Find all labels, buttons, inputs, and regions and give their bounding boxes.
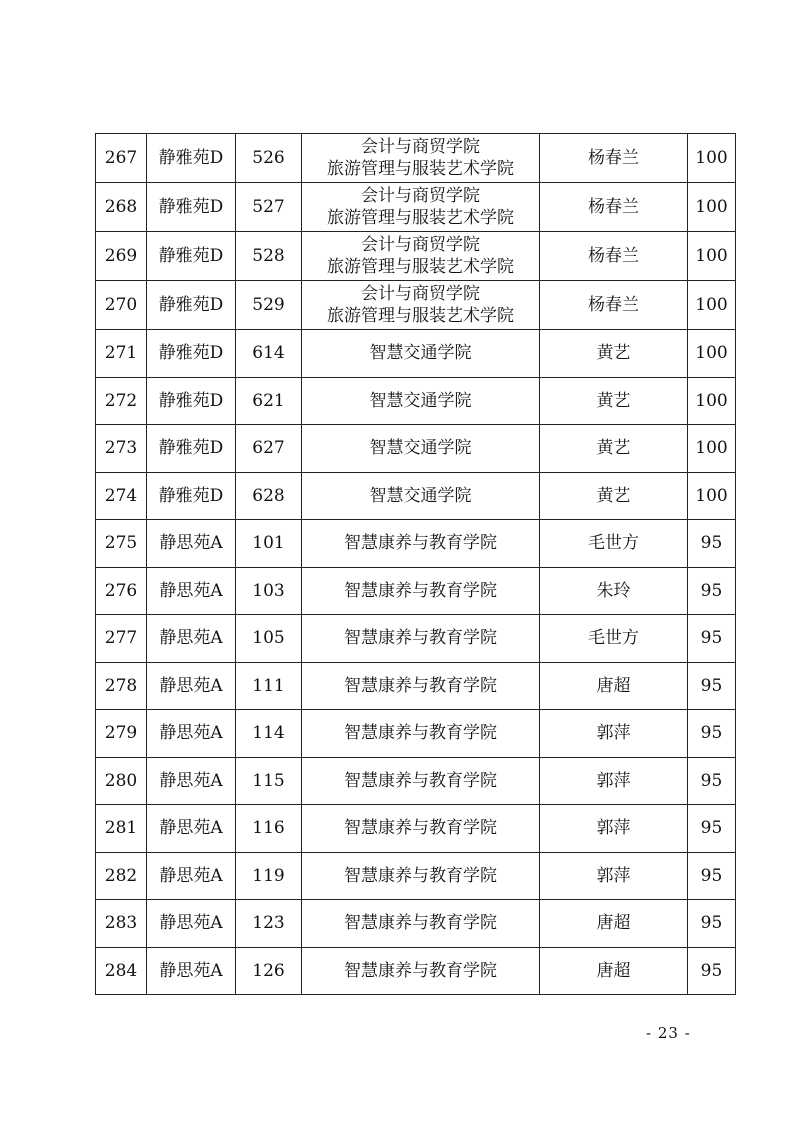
college-cell [302,852,540,900]
college-name: 智慧康养与教育学院 [344,865,497,886]
score-cell: 100 [688,281,736,330]
teacher-cell: 杨春兰 [540,281,688,330]
teacher-cell: 郭萍 [540,852,688,900]
teacher-cell: 唐超 [540,662,688,710]
row-number-cell: 272 [96,377,147,425]
table-row [96,520,736,568]
row-number-cell: 283 [96,900,147,948]
score-cell: 95 [688,757,736,805]
college-name: 智慧康养与教育学院 [344,675,497,696]
room-number-cell: 105 [236,615,302,663]
table-body [96,134,736,995]
college-name: 智慧康养与教育学院 [344,580,497,601]
table-row [96,615,736,663]
college-name: 智慧交通学院 [369,438,472,459]
college-cell [302,662,540,710]
score-cell: 95 [688,567,736,615]
score-cell: 100 [688,183,736,232]
table-row [96,232,736,281]
college-name: 会计与商贸学院 [361,284,480,304]
row-number-cell: 279 [96,710,147,758]
teacher-cell: 朱玲 [540,567,688,615]
table-row [96,567,736,615]
room-number-cell: 123 [236,900,302,948]
room-number-cell: 529 [236,281,302,330]
college-cell [302,330,540,378]
building-cell: 静雅苑D [147,425,236,473]
row-number-cell: 275 [96,520,147,568]
building-cell: 静思苑A [147,900,236,948]
table-row [96,662,736,710]
college-name: 旅游管理与服装艺术学院 [327,208,514,228]
college-cell [302,520,540,568]
building-cell: 静思苑A [147,520,236,568]
score-cell: 100 [688,134,736,183]
teacher-cell: 杨春兰 [540,232,688,281]
row-number-cell: 271 [96,330,147,378]
teacher-cell: 郭萍 [540,805,688,853]
building-cell: 静雅苑D [147,281,236,330]
college-cell [302,710,540,758]
row-number-cell: 268 [96,183,147,232]
room-number-cell: 527 [236,183,302,232]
college-name: 会计与商贸学院 [361,235,480,255]
score-cell: 95 [688,615,736,663]
table-row [96,377,736,425]
room-number-cell: 621 [236,377,302,425]
table-row [96,710,736,758]
row-number-cell: 278 [96,662,147,710]
room-number-cell: 126 [236,947,302,995]
row-number-cell: 282 [96,852,147,900]
building-cell: 静思苑A [147,710,236,758]
building-cell: 静雅苑D [147,330,236,378]
score-cell: 100 [688,425,736,473]
building-cell: 静思苑A [147,947,236,995]
college-cell [302,947,540,995]
score-cell: 95 [688,852,736,900]
room-number-cell: 528 [236,232,302,281]
building-cell: 静雅苑D [147,183,236,232]
score-cell: 100 [688,377,736,425]
row-number-cell: 274 [96,472,147,520]
score-cell: 100 [688,330,736,378]
teacher-cell: 毛世方 [540,520,688,568]
room-number-cell: 526 [236,134,302,183]
college-cell [302,425,540,473]
teacher-cell: 唐超 [540,900,688,948]
building-cell: 静雅苑D [147,472,236,520]
building-cell: 静思苑A [147,852,236,900]
table-row [96,472,736,520]
table-row [96,425,736,473]
college-cell [302,281,540,330]
college-name: 智慧康养与教育学院 [344,770,497,791]
room-number-cell: 115 [236,757,302,805]
row-number-cell: 276 [96,567,147,615]
table-row [96,852,736,900]
row-number-cell: 277 [96,615,147,663]
teacher-cell: 毛世方 [540,615,688,663]
college-cell [302,472,540,520]
college-name: 旅游管理与服装艺术学院 [327,306,514,326]
college-name: 智慧康养与教育学院 [344,818,497,839]
row-number-cell: 273 [96,425,147,473]
building-cell: 静思苑A [147,662,236,710]
score-cell: 100 [688,472,736,520]
table-row [96,900,736,948]
teacher-cell: 杨春兰 [540,183,688,232]
room-number-cell: 114 [236,710,302,758]
row-number-cell: 270 [96,281,147,330]
dormitory-inspection-table [95,133,736,995]
college-cell [302,232,540,281]
table-row [96,330,736,378]
college-name: 旅游管理与服装艺术学院 [327,159,514,179]
score-cell: 95 [688,662,736,710]
building-cell: 静思苑A [147,757,236,805]
college-cell [302,134,540,183]
room-number-cell: 101 [236,520,302,568]
table-row [96,183,736,232]
room-number-cell: 627 [236,425,302,473]
table-row [96,134,736,183]
teacher-cell: 郭萍 [540,710,688,758]
score-cell: 95 [688,520,736,568]
college-cell [302,805,540,853]
college-cell [302,567,540,615]
college-name: 会计与商贸学院 [361,137,480,157]
row-number-cell: 284 [96,947,147,995]
building-cell: 静思苑A [147,805,236,853]
room-number-cell: 103 [236,567,302,615]
score-cell: 95 [688,947,736,995]
room-number-cell: 614 [236,330,302,378]
score-cell: 95 [688,900,736,948]
college-cell [302,615,540,663]
teacher-cell: 唐超 [540,947,688,995]
college-name: 会计与商贸学院 [361,186,480,206]
room-number-cell: 628 [236,472,302,520]
college-name: 智慧交通学院 [369,343,472,364]
college-name: 智慧康养与教育学院 [344,723,497,744]
page-number: - 23 - [646,1024,691,1042]
building-cell: 静雅苑D [147,134,236,183]
teacher-cell: 黄艺 [540,472,688,520]
row-number-cell: 267 [96,134,147,183]
teacher-cell: 黄艺 [540,425,688,473]
college-name: 智慧康养与教育学院 [344,913,497,934]
building-cell: 静思苑A [147,567,236,615]
college-cell [302,377,540,425]
room-number-cell: 116 [236,805,302,853]
teacher-cell: 郭萍 [540,757,688,805]
college-name: 智慧交通学院 [369,485,472,506]
row-number-cell: 269 [96,232,147,281]
room-number-cell: 111 [236,662,302,710]
college-name: 智慧康养与教育学院 [344,960,497,981]
table-row [96,757,736,805]
college-name: 智慧交通学院 [369,390,472,411]
teacher-cell: 黄艺 [540,377,688,425]
table-row [96,947,736,995]
table-row [96,281,736,330]
building-cell: 静雅苑D [147,232,236,281]
college-cell [302,183,540,232]
college-cell [302,900,540,948]
college-name: 旅游管理与服装艺术学院 [327,257,514,277]
row-number-cell: 280 [96,757,147,805]
teacher-cell: 杨春兰 [540,134,688,183]
teacher-cell: 黄艺 [540,330,688,378]
building-cell: 静雅苑D [147,377,236,425]
score-cell: 95 [688,805,736,853]
score-cell: 100 [688,232,736,281]
room-number-cell: 119 [236,852,302,900]
score-cell: 95 [688,710,736,758]
college-cell [302,757,540,805]
college-name: 智慧康养与教育学院 [344,628,497,649]
college-name: 智慧康养与教育学院 [344,533,497,554]
building-cell: 静思苑A [147,615,236,663]
row-number-cell: 281 [96,805,147,853]
table-row [96,805,736,853]
